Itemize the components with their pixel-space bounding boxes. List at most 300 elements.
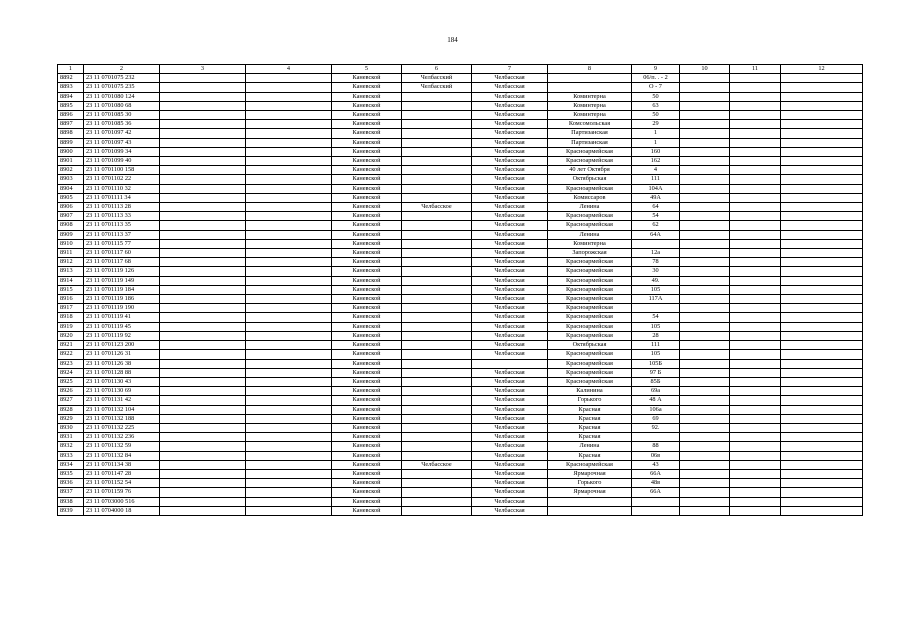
table-cell [402,166,472,175]
table-cell: 23 11 0701152 54 [84,479,160,488]
table-cell [160,423,246,432]
table-cell [160,83,246,92]
table-cell [781,377,863,386]
table-cell [160,414,246,423]
table-cell [680,92,730,101]
table-cell [246,212,332,221]
table-cell: 8930 [58,423,84,432]
table-cell [402,239,472,248]
table-cell: Каневской [332,304,402,313]
table-cell: 160 [632,147,680,156]
column-header: 9 [632,65,680,74]
table-cell: Челбасская [472,111,548,120]
table-cell: Челбасская [472,414,548,423]
table-cell: Каневской [332,423,402,432]
table-cell [781,423,863,432]
table-cell [246,184,332,193]
table-cell: 69 [632,414,680,423]
table-cell: Челбасская [472,74,548,83]
table-cell: 8897 [58,120,84,129]
table-cell: 78 [632,258,680,267]
table-cell [680,396,730,405]
table-cell: 48 А [632,396,680,405]
table-cell: Челбасская [472,147,548,156]
table-cell: Коминтерна [548,239,632,248]
table-cell [402,285,472,294]
table-cell: 8925 [58,377,84,386]
table-cell: Челбасская [472,184,548,193]
table-cell [402,221,472,230]
table-cell: Каневской [332,83,402,92]
table-cell: 8895 [58,101,84,110]
table-cell [680,506,730,515]
table-cell [730,433,781,442]
table-cell [680,120,730,129]
table-cell: Каневской [332,138,402,147]
table-cell: 8937 [58,488,84,497]
table-cell [402,350,472,359]
table-cell: 8903 [58,175,84,184]
table-cell: 06в [632,451,680,460]
table-cell [680,469,730,478]
table-cell: 54 [632,313,680,322]
table-cell [781,313,863,322]
table-row [58,258,863,267]
table-cell [781,387,863,396]
table-cell: 8902 [58,166,84,175]
table-cell [730,285,781,294]
table-cell: Каневской [332,368,402,377]
table-cell [730,488,781,497]
table-cell: Красноармейская [548,285,632,294]
table-cell [160,184,246,193]
table-cell: 23 11 0701119 184 [84,285,160,294]
table-cell [730,368,781,377]
table-cell [160,138,246,147]
table-cell [246,506,332,515]
table-row [58,111,863,120]
table-cell: 48в [632,479,680,488]
table-cell [730,396,781,405]
table-cell: Челбасская [472,175,548,184]
table-cell: Красноармейская [548,147,632,156]
table-cell [246,147,332,156]
table-cell [781,488,863,497]
table-cell: 50 [632,111,680,120]
table-cell: 8893 [58,83,84,92]
table-cell [246,92,332,101]
table-cell [680,479,730,488]
table-cell [246,175,332,184]
table-row [58,396,863,405]
table-cell: 23 11 0701099 40 [84,157,160,166]
table-cell [246,285,332,294]
table-cell: Красная [548,433,632,442]
table-cell [781,433,863,442]
table-cell: Красноармейская [548,368,632,377]
table-cell [730,414,781,423]
table-cell [730,221,781,230]
table-cell: 54 [632,212,680,221]
table-cell: Челбасская [472,313,548,322]
table-cell [246,331,332,340]
table-cell: 8918 [58,313,84,322]
table-cell [246,442,332,451]
table-cell [160,74,246,83]
table-cell: Челбасская [472,258,548,267]
table-cell [730,331,781,340]
table-cell [160,488,246,497]
table-cell: 23 11 0701132 188 [84,414,160,423]
table-cell: Челбасское [402,460,472,469]
table-cell: Красная [548,423,632,432]
table-cell [402,295,472,304]
table-cell [730,258,781,267]
table-cell [781,111,863,120]
table-cell [781,469,863,478]
table-row [58,313,863,322]
table-cell: 23 11 0701119 92 [84,331,160,340]
table-row [58,506,863,515]
table-cell: 23 11 0701102 22 [84,175,160,184]
table-cell: Каневской [332,359,402,368]
registry-table [57,64,863,516]
table-cell [160,479,246,488]
table-cell [402,212,472,221]
table-cell: Каневской [332,184,402,193]
table-row [58,423,863,432]
table-cell: Челбасская [472,166,548,175]
table-cell [402,387,472,396]
table-row [58,249,863,258]
table-cell [680,442,730,451]
table-cell [680,285,730,294]
table-cell: Челбасская [472,341,548,350]
table-cell: 8927 [58,396,84,405]
table-cell: Челбасская [472,506,548,515]
table-cell [246,433,332,442]
table-cell: Красноармейская [548,359,632,368]
table-cell [246,111,332,120]
table-row [58,387,863,396]
table-cell [730,341,781,350]
table-cell [246,120,332,129]
table-cell [781,239,863,248]
table-cell [680,414,730,423]
table-cell: 8907 [58,212,84,221]
table-cell: 23 11 0701119 41 [84,313,160,322]
table-cell: 43 [632,460,680,469]
table-cell: 23 11 0701075 232 [84,74,160,83]
table-row [58,83,863,92]
table-cell [246,469,332,478]
table-cell [160,313,246,322]
table-row [58,147,863,156]
table-row [58,488,863,497]
table-row [58,138,863,147]
table-cell [680,83,730,92]
table-cell [160,230,246,239]
table-cell: Челбасская [472,405,548,414]
table-cell [730,249,781,258]
table-cell: 85Б [632,377,680,386]
table-cell: Красноармейская [548,276,632,285]
table-cell: Челбасская [472,469,548,478]
table-cell [730,101,781,110]
table-cell [680,433,730,442]
table-cell [730,193,781,202]
table-cell [781,368,863,377]
table-cell [730,377,781,386]
table-body [58,74,863,516]
table-cell [246,479,332,488]
table-cell [246,230,332,239]
table-cell [402,414,472,423]
table-cell [160,120,246,129]
table-cell [246,359,332,368]
table-cell [781,74,863,83]
table-cell [402,258,472,267]
table-cell: Челбасская [472,83,548,92]
table-cell [680,331,730,340]
table-cell: 8919 [58,322,84,331]
table-cell: 64 [632,203,680,212]
table-cell: 23 11 0701132 225 [84,423,160,432]
table-cell [402,157,472,166]
table-cell [160,405,246,414]
table-cell: 23 11 0701115 77 [84,239,160,248]
table-cell: Челбасская [472,157,548,166]
table-cell: 23 11 0701131 42 [84,396,160,405]
table-cell: 06/п. . - 2 [632,74,680,83]
table-cell: 23 11 0701132 59 [84,442,160,451]
table-cell: 63 [632,101,680,110]
table-row [58,377,863,386]
table-cell [680,111,730,120]
table-cell: Горького [548,479,632,488]
table-cell: Челбасская [472,451,548,460]
table-cell: Каневской [332,129,402,138]
table-cell: Каневской [332,258,402,267]
table-cell: Каневской [332,203,402,212]
table-cell: 23 11 0701113 35 [84,221,160,230]
table-cell [160,129,246,138]
table-cell [548,506,632,515]
table-cell: 23 11 0701099 34 [84,147,160,156]
table-cell [680,230,730,239]
table-cell [548,83,632,92]
table-cell [680,460,730,469]
table-cell [781,203,863,212]
table-cell: 30 [632,267,680,276]
table-cell [246,451,332,460]
table-cell [160,276,246,285]
table-cell [246,258,332,267]
table-cell: 8892 [58,74,84,83]
table-cell: 8922 [58,350,84,359]
table-cell: 8938 [58,497,84,506]
table-cell: 23 11 0701119 149 [84,276,160,285]
table-cell: 23 11 0701117 60 [84,249,160,258]
table-cell [680,276,730,285]
table-cell [246,166,332,175]
table-cell [402,313,472,322]
table-cell [680,193,730,202]
table-cell: 23 11 0701123 200 [84,341,160,350]
table-row [58,166,863,175]
table-cell [730,92,781,101]
table-cell: Челбасская [472,331,548,340]
table-cell: Коминтерна [548,101,632,110]
table-cell: Челбасская [472,423,548,432]
table-cell [160,175,246,184]
table-cell: Челбасская [472,304,548,313]
table-cell: 23 11 0701113 33 [84,212,160,221]
table-cell [160,359,246,368]
table-row [58,451,863,460]
table-cell [160,239,246,248]
table-cell [680,203,730,212]
table-cell [160,295,246,304]
table-cell: 23 11 0701113 28 [84,203,160,212]
table-cell: Ярмарочная [548,488,632,497]
table-cell: 23 11 0701130 43 [84,377,160,386]
table-cell: 66А [632,469,680,478]
column-header: 7 [472,65,548,74]
table-cell [402,331,472,340]
table-cell [680,166,730,175]
table-row [58,331,863,340]
table-cell [781,230,863,239]
table-cell: Каневской [332,479,402,488]
table-cell [402,249,472,258]
table-cell [548,497,632,506]
table-cell [730,111,781,120]
table-cell [781,184,863,193]
table-cell: 23 11 0701100 158 [84,166,160,175]
table-cell: Каневской [332,331,402,340]
table-cell [680,405,730,414]
table-cell: Челбасская [472,488,548,497]
table-cell: Челбасская [472,230,548,239]
table-cell [730,460,781,469]
table-cell: 8931 [58,433,84,442]
table-cell: Красноармейская [548,322,632,331]
table-cell [680,488,730,497]
table-cell [781,451,863,460]
table-cell: Каневской [332,92,402,101]
table-cell [730,120,781,129]
table-cell: 40 лет Октября [548,166,632,175]
table-cell [402,488,472,497]
table-cell [246,295,332,304]
table-cell: Красноармейская [548,460,632,469]
column-header: 8 [548,65,632,74]
table-row [58,350,863,359]
table-cell: 50 [632,92,680,101]
table-cell: 69а [632,387,680,396]
column-header: 1 [58,65,84,74]
table-cell [680,101,730,110]
table-cell: 23 11 0701075 235 [84,83,160,92]
table-cell: Каневской [332,396,402,405]
table-cell: 29 [632,120,680,129]
table-cell: Челбасская [472,221,548,230]
table-cell: Каневской [332,414,402,423]
table-cell: 105Б [632,359,680,368]
table-cell: Каневской [332,276,402,285]
table-cell [781,138,863,147]
table-cell: 23 11 0701110 32 [84,184,160,193]
column-header: 6 [402,65,472,74]
table-cell [246,138,332,147]
table-cell [246,405,332,414]
table-cell: Челбасская [472,368,548,377]
table-cell [781,497,863,506]
table-cell [680,451,730,460]
table-cell [781,359,863,368]
table-cell: 111 [632,341,680,350]
table-cell [781,258,863,267]
table-cell: Каневской [332,497,402,506]
table-cell: 8923 [58,359,84,368]
table-cell [730,451,781,460]
table-cell: 23 11 0701080 68 [84,101,160,110]
table-cell: Каневской [332,212,402,221]
table-cell [680,249,730,258]
table-cell: Комсомольская [548,120,632,129]
column-header: 5 [332,65,402,74]
table-row [58,212,863,221]
table-cell: Красноармейская [548,350,632,359]
table-cell [246,350,332,359]
table-row [58,322,863,331]
table-row [58,276,863,285]
table-cell: Ленина [548,442,632,451]
table-cell [246,267,332,276]
table-cell [402,479,472,488]
table-cell [680,359,730,368]
table-cell: 66А [632,488,680,497]
table-cell: 8894 [58,92,84,101]
table-cell: Каневской [332,442,402,451]
table-cell [160,350,246,359]
table-cell: 23 11 0701126 38 [84,359,160,368]
table-cell [160,377,246,386]
table-cell: 8901 [58,157,84,166]
table-cell [246,313,332,322]
table-cell: Красноармейская [548,212,632,221]
table-cell [246,83,332,92]
table-cell: Партизанская [548,138,632,147]
table-cell: 8906 [58,203,84,212]
table-cell [246,387,332,396]
table-cell [402,230,472,239]
table-cell [246,368,332,377]
table-cell [160,331,246,340]
table-row [58,267,863,276]
table-cell: 8921 [58,341,84,350]
table-cell: 23 11 0701132 236 [84,433,160,442]
table-cell: 117А [632,295,680,304]
table-cell [680,377,730,386]
table-cell [160,469,246,478]
table-cell: 8929 [58,414,84,423]
table-cell [402,359,472,368]
table-cell: Челбасская [472,101,548,110]
table-cell: Партизанская [548,129,632,138]
table-cell: 23 11 0701130 69 [84,387,160,396]
